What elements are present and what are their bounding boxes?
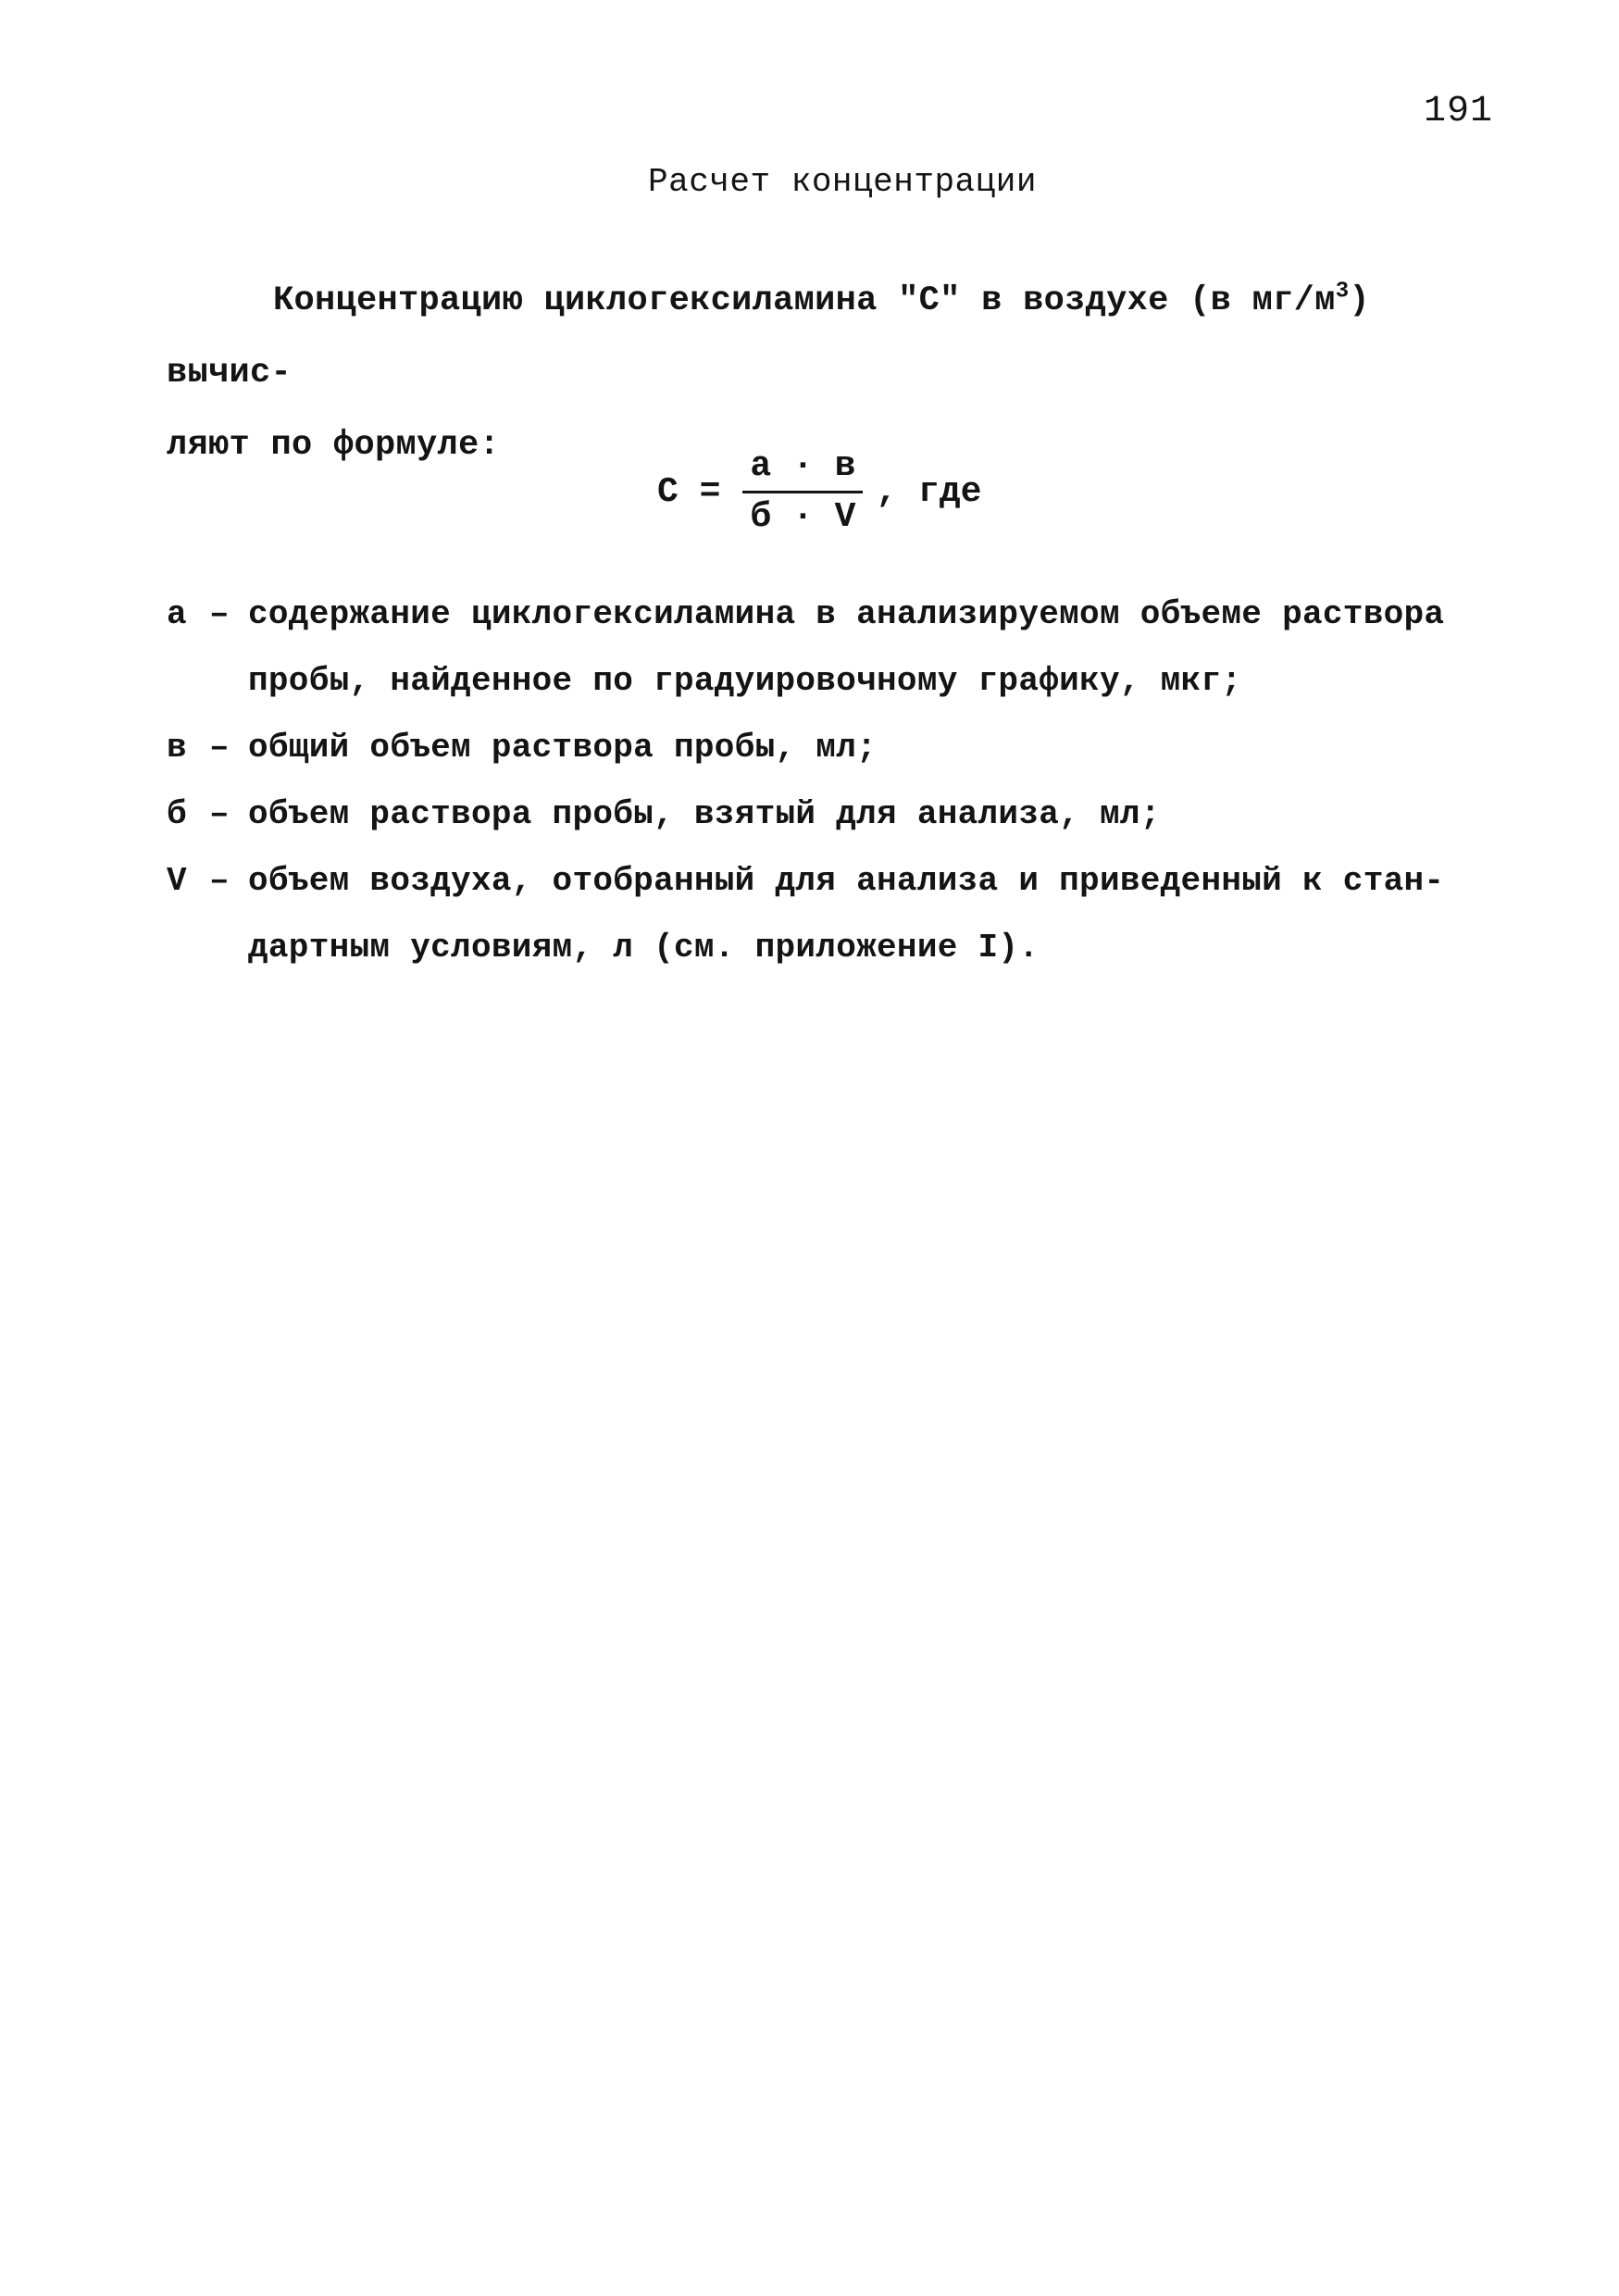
definition-row bbox=[167, 715, 1509, 781]
definition-text: общий объем раствора пробы, мл; bbox=[248, 729, 878, 767]
definition-continuation: пробы, найденное по градуировочному графику, мкг; bbox=[248, 662, 1242, 700]
definition-continuation: дартным условиям, л (см. приложение I). bbox=[248, 929, 1040, 967]
definition-row bbox=[167, 848, 1509, 915]
intro-text-before-sup: Концентрацию циклогексиламина "С" в воздухе (в мг/м bbox=[273, 281, 1336, 320]
definition-dash: – bbox=[209, 795, 230, 833]
formula-denominator: б · V bbox=[750, 496, 856, 537]
definition-item-v bbox=[167, 715, 1509, 781]
definition-text: содержание циклогексиламина в анализируемом объеме раствора bbox=[248, 595, 1445, 633]
formula-numerator: а · в bbox=[742, 446, 863, 493]
definition-symbol: V bbox=[167, 862, 187, 900]
definition-dash: – bbox=[209, 729, 230, 767]
formula-fraction bbox=[742, 446, 863, 538]
section-title: Расчет концентрации bbox=[648, 163, 1037, 201]
concentration-formula bbox=[657, 441, 981, 543]
definition-symbol: б bbox=[167, 795, 187, 833]
page-number: 191 bbox=[1424, 91, 1494, 132]
definition-text: объем раствора пробы, взятый для анализа, мл; bbox=[248, 795, 1161, 833]
formula-lhs: С = bbox=[657, 471, 721, 512]
definition-item-b bbox=[167, 781, 1509, 848]
definitions-list bbox=[167, 581, 1509, 981]
intro-line-2: ляют по формуле: bbox=[167, 426, 501, 465]
definition-dash: – bbox=[209, 862, 230, 900]
intro-superscript: 3 bbox=[1335, 279, 1350, 305]
intro-text-after-sup: ) вычис- bbox=[167, 281, 1370, 393]
definition-row bbox=[167, 781, 1509, 848]
definition-symbol: а bbox=[167, 595, 187, 633]
definition-row bbox=[167, 581, 1509, 648]
definition-text: объем воздуха, отобранный для анализа и приведенный к стан- bbox=[248, 862, 1445, 900]
definition-item-a bbox=[167, 581, 1509, 715]
intro-line-1 bbox=[167, 265, 1509, 409]
definition-dash: – bbox=[209, 595, 230, 633]
definition-symbol: в bbox=[167, 729, 187, 767]
formula-suffix: , где bbox=[876, 471, 982, 512]
definition-item-volume bbox=[167, 848, 1509, 981]
